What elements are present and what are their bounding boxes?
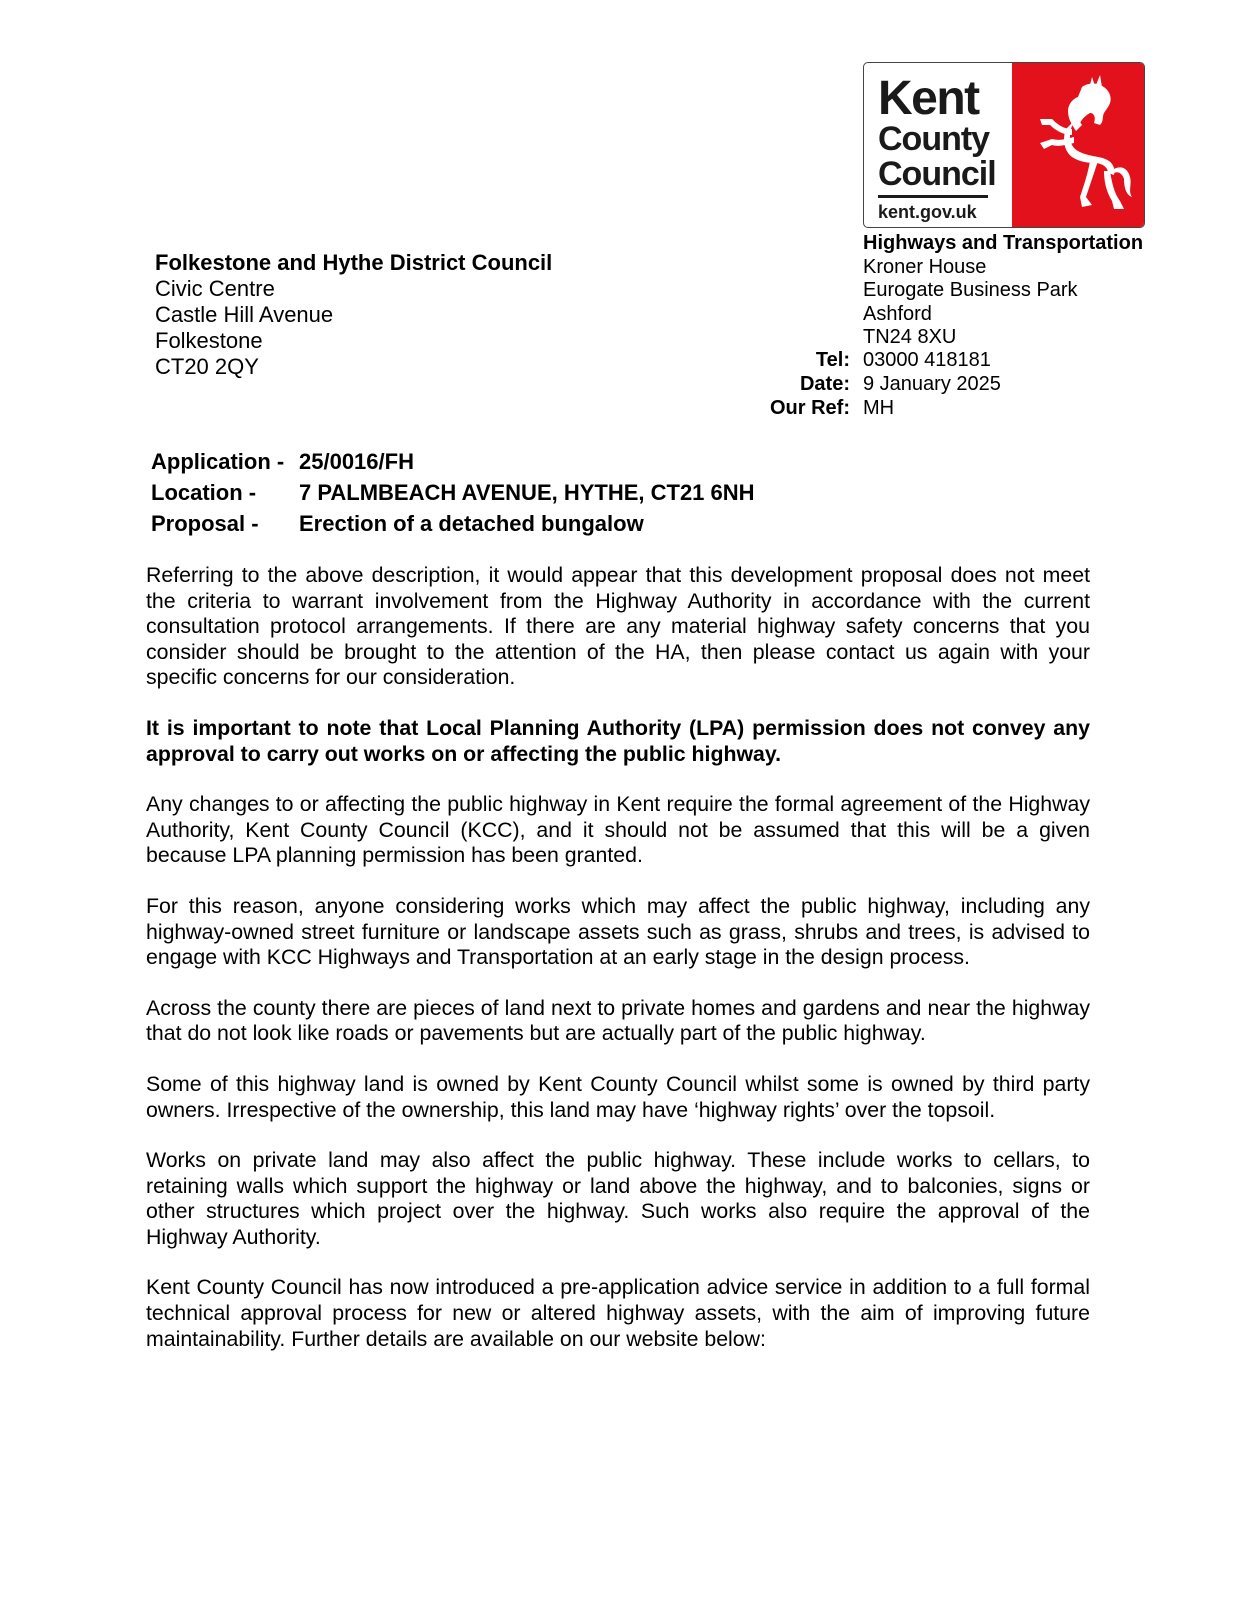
body-paragraph: For this reason, anyone considering works which may affect the public highway, including any highway-owned street furniture or landscape assets such as grass, shrubs and trees, is advised to engage with KCC Highways and Transportation at an early stage in the design process. [146,893,1090,970]
proposal-label: Proposal - [151,511,259,536]
body-paragraph: Referring to the above description, it would appear that this development proposal does not meet the criteria to warrant involvement from the Highway Authority in accordance with the current consultation protocol arrangements. If there are any material highway safety concerns that you consider should be brought to the attention of the HA, then please contact us again with your specific concerns for our consideration. [146,563,1090,690]
body-paragraph: Works on private land may also affect the public highway. These include works to cellars, to retaining walls which support the highway or land above the highway, and to balconies, signs or other structures which project over the highway. Such works also require the approval of the Highway Authority. [146,1148,1090,1249]
sender-address-line: Eurogate Business Park [863,279,1078,301]
sender-block [863,232,1143,350]
location-value: 7 PALMBEACH AVENUE, HYTHE, CT21 6NH [299,480,755,505]
recipient-address-line: Folkestone [155,328,263,353]
ref-row [700,396,1001,420]
sender-department: Highways and Transportation [863,232,1144,254]
recipient-name: Folkestone and Hythe District Council [155,250,553,275]
ref-label: Our Ref: [770,397,850,419]
recipient-block [155,250,552,380]
proposal-value: Erection of a detached bungalow [299,511,644,536]
application-row [151,446,755,477]
tel-row [700,348,1001,372]
sender-address-line: TN24 8XU [863,326,957,348]
white-horse-icon [1016,73,1140,218]
logo-url: kent.gov.uk [878,202,977,222]
letter-body [146,563,1090,1377]
tel-value: 03000 418181 [863,349,991,371]
recipient-address-line: Castle Hill Avenue [155,302,334,327]
body-paragraph: Some of this highway land is owned by Kent County Council whilst some is owned by third party owners. Irrespective of the ownership, this land may have ‘highway rights’ over the topsoil. [146,1071,1090,1122]
letter-meta [700,348,1001,420]
body-paragraph: Kent County Council has now introduced a pre-application advice service in addition to a full formal technical approval process for new or altered highway assets, with the aim of improving future maintainability. Further details are available on our website below: [146,1275,1090,1351]
application-label: Application - [151,449,285,474]
important-note-paragraph: It is important to note that Local Planning Authority (LPA) permission does not convey any approval to carry out works on or affecting the public highway. [146,715,1090,766]
tel-label: Tel: [815,349,850,371]
application-value: 25/0016/FH [299,449,414,474]
date-label: Date: [799,373,850,395]
date-row [700,372,1001,396]
sender-address-line: Ashford [863,302,932,325]
date-value: 9 January 2025 [863,373,1001,395]
logo-line-3: Council [878,155,996,193]
logo-underline [878,195,988,198]
kcc-logo [863,62,1145,228]
recipient-address-line: Civic Centre [155,276,275,301]
sender-address-line: Kroner House [863,255,987,278]
application-details [151,446,755,539]
body-paragraph: Any changes to or affecting the public highway in Kent require the formal agreement of the Highway Authority, Kent County Council (KCC), and it should not be assumed that this will be a given because LPA planning permission has been granted. [146,792,1090,868]
proposal-row [151,508,755,539]
logo-red-panel [1012,63,1145,227]
location-row [151,477,755,508]
logo-line-1: Kent [878,72,979,125]
logo-wordmark [878,72,1008,223]
recipient-address-line: CT20 2QY [155,354,259,379]
body-paragraph: Across the county there are pieces of land next to private homes and gardens and near the highway that do not look like roads or pavements but are actually part of the public highway. [146,995,1090,1046]
ref-value: MH [863,397,895,419]
logo-line-2: County [878,120,990,158]
location-label: Location - [151,480,257,505]
